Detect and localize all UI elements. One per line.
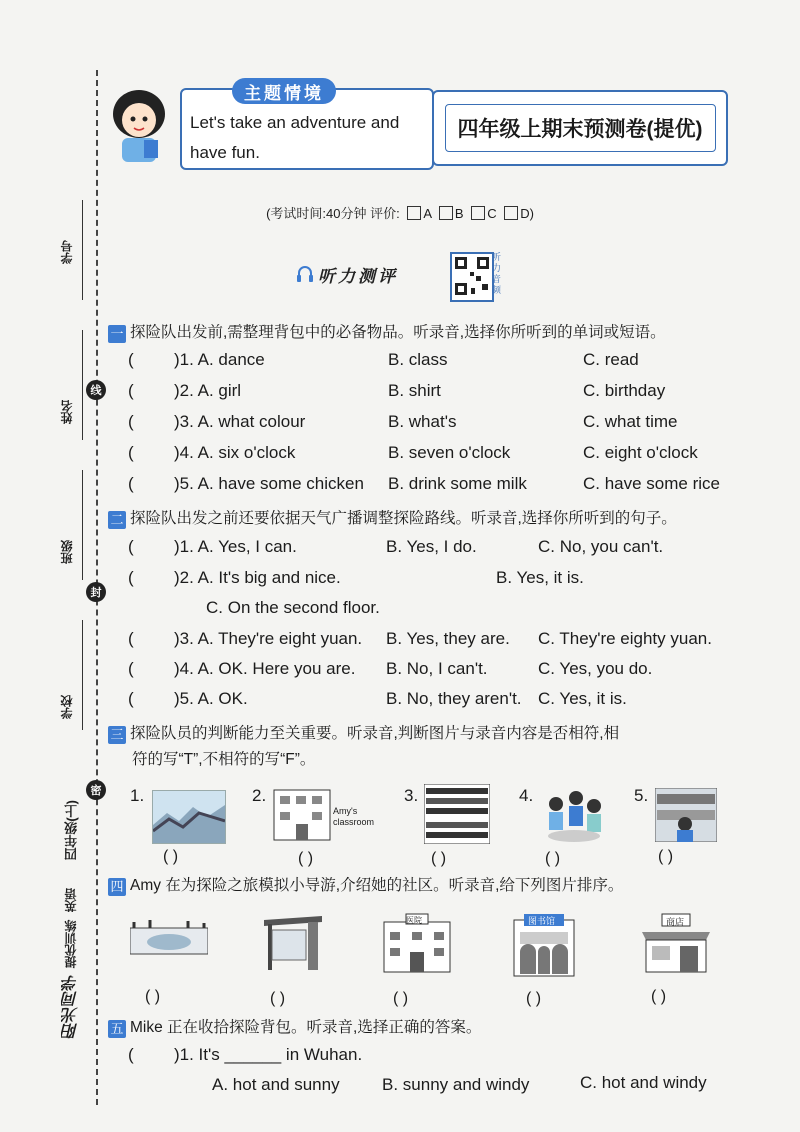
grade-a-label: A [423, 206, 432, 221]
choice-a: )3. A. what colour [174, 412, 306, 431]
choice-a: )3. A. They're eight yuan. [174, 629, 363, 648]
library-sign: 图书馆 [528, 916, 556, 926]
q5-1-stem: )1. It's ______ in Wuhan. [174, 1045, 363, 1064]
grade-c-checkbox[interactable] [471, 206, 485, 220]
school-building-picture [272, 784, 332, 842]
section-3-number: 三 [108, 726, 126, 744]
section-5-text: Mike 正在收拾探险背包。听录音,选择正确的答案。 [130, 1019, 482, 1036]
choice-a: )1. A. Yes, I can. [174, 537, 297, 556]
headphones-icon [296, 264, 314, 284]
q5-1-choice-a: A. hot and sunny [212, 1075, 340, 1094]
student-number-label: 学号 [60, 240, 74, 264]
pic-3-number: 3. [404, 786, 419, 805]
mark-seal: 封 [86, 582, 106, 602]
name-blank[interactable] [82, 330, 83, 440]
qr-label: 听力音频 [492, 252, 502, 295]
section-2-instruction [108, 506, 677, 532]
q1-2[interactable] [128, 381, 666, 401]
q5-1-choice-b: B. sunny and windy [382, 1075, 530, 1094]
q1-4[interactable] [128, 443, 698, 463]
section-2-items [128, 537, 748, 717]
order-blank-2[interactable]: ( ) [270, 990, 286, 1007]
order-blank-3[interactable]: ( ) [393, 990, 409, 1007]
hospital-sign: 医院 [406, 916, 422, 925]
q5-1[interactable] [128, 1045, 363, 1065]
choice-c: C. eight o'clock [583, 443, 698, 462]
school-label: 学校 [60, 695, 74, 719]
listening-title: 听力测评 [318, 267, 398, 286]
answer-blank[interactable]: ( [128, 381, 134, 400]
choice-c: C. birthday [583, 381, 666, 400]
choice-b: B. Yes, I do. [386, 537, 477, 556]
choice-b: B. seven o'clock [388, 443, 511, 462]
grade-b-label: B [454, 206, 464, 221]
exam-time: (考试时间:40分钟 评价: [266, 206, 400, 221]
theme-text: Let's take an adventure and have fun. [190, 113, 400, 162]
series: 提优训练 [64, 920, 78, 968]
pic-4-number: 4. [519, 786, 534, 805]
bus-stop-picture [258, 910, 328, 972]
choice-b: B. drink some milk [388, 474, 527, 493]
grade-a-checkbox[interactable] [407, 206, 421, 220]
pic-5-number: 5. [634, 786, 649, 805]
title-box [432, 90, 728, 166]
page-title: 四年级上期末预测卷(提优) [445, 104, 716, 152]
choice-c: C. Yes, it is. [538, 689, 627, 708]
q1-1[interactable] [128, 350, 639, 370]
choice-b: B. No, they aren't. [386, 689, 522, 708]
order-blank-4[interactable]: ( ) [526, 990, 542, 1007]
classroom-caption: Amy's classroom [333, 806, 375, 827]
exam-info [0, 203, 800, 222]
choice-a: )4. A. OK. Here you are. [174, 659, 356, 678]
q2-3[interactable] [128, 629, 712, 649]
q5-1-choice-c: C. hot and windy [580, 1073, 707, 1092]
choice-c: C. No, you can't. [538, 537, 664, 556]
answer-blank-3[interactable]: ( ) [431, 850, 447, 867]
section-5-instruction [108, 1015, 481, 1041]
choice-c: C. have some rice [583, 474, 720, 493]
order-blank-1[interactable]: ( ) [145, 988, 161, 1005]
grade-d-label: D) [520, 206, 534, 221]
section-1-number: 一 [108, 325, 126, 343]
answer-blank[interactable]: ( [128, 412, 134, 431]
choice-b: B. No, I can't. [386, 659, 488, 678]
q1-3[interactable] [128, 412, 678, 432]
name-label: 姓名 [60, 400, 74, 424]
shop-sign: 商店 [666, 917, 685, 927]
grade-b-checkbox[interactable] [439, 206, 453, 220]
q2-4[interactable] [128, 659, 653, 679]
choice-a: )2. A. It's big and nice. [174, 568, 341, 587]
subject: 英语 [64, 888, 78, 912]
answer-blank[interactable]: ( [128, 568, 134, 587]
section-4-text: Amy 在为探险之旅模拟小导游,介绍她的社区。听录音,给下列图片排序。 [130, 877, 624, 894]
pic-1-number: 1. [130, 786, 145, 805]
q2-5[interactable] [128, 689, 627, 709]
section-3-text-1: 探险队员的判断能力至关重要。听录音,判断图片与录音内容是否相符,相 [130, 725, 620, 742]
choice-b: B. what's [388, 412, 457, 431]
answer-blank-1[interactable]: ( ) [163, 848, 179, 865]
choice-c: C. They're eighty yuan. [538, 629, 712, 648]
section-3-instruction [108, 721, 733, 773]
girl-illustration [104, 86, 174, 166]
school-blank[interactable] [82, 620, 83, 730]
mark-line: 线 [86, 380, 106, 400]
section-3-text-2: 符的写“T”,不相符的写“F”。 [132, 751, 316, 768]
choice-c: C. Yes, you do. [538, 659, 653, 678]
answer-blank[interactable]: ( [128, 537, 134, 556]
pic-2-number: 2. [252, 786, 267, 805]
q2-1[interactable] [128, 537, 664, 557]
timetable-picture [424, 784, 490, 844]
grade-c-label: C [487, 206, 497, 221]
theme-tag: 主题情境 [232, 78, 336, 104]
section-2-text: 探险队出发之前还要依据天气广播调整探险路线。听录音,选择你所听到的句子。 [130, 510, 677, 527]
qr-code-icon[interactable] [450, 252, 494, 302]
choice-b: B. Yes, they are. [386, 629, 510, 648]
choice-a: )1. A. dance [174, 350, 265, 369]
grade-book: 四年级(上) [64, 800, 79, 861]
mark-secret: 密 [86, 780, 106, 800]
choice-a: )4. A. six o'clock [174, 443, 296, 462]
choice-a: )2. A. girl [174, 381, 242, 400]
answer-blank-5[interactable]: ( ) [658, 848, 674, 865]
section-5-number: 五 [108, 1020, 126, 1038]
answer-blank[interactable]: ( [128, 350, 134, 369]
library-picture [655, 788, 717, 842]
section-1-text: 探险队出发前,需整理背包中的必备物品。听录音,选择你所听到的单词或短语。 [130, 324, 666, 341]
choice-b: B. class [388, 350, 448, 369]
order-blank-5[interactable]: ( ) [651, 988, 667, 1005]
answer-blank[interactable]: ( [128, 689, 134, 708]
class-label: 班级 [60, 540, 74, 564]
park-picture [130, 918, 208, 962]
answer-blank[interactable]: ( [128, 443, 134, 462]
answer-blank[interactable]: ( [128, 629, 134, 648]
answer-blank-4[interactable]: ( ) [545, 850, 561, 867]
section-2-number: 二 [108, 511, 126, 529]
section-4-number: 四 [108, 878, 126, 896]
great-wall-picture [152, 790, 226, 844]
answer-blank[interactable]: ( [128, 474, 134, 493]
choice-b: B. Yes, it is. [496, 568, 584, 587]
q1-5[interactable] [128, 474, 720, 494]
section-1-instruction [108, 320, 666, 346]
choice-a: )5. A. OK. [174, 689, 248, 708]
choice-c: C. what time [583, 412, 678, 431]
answer-blank[interactable]: ( [128, 1045, 134, 1064]
choice-b: B. shirt [388, 381, 441, 400]
q2-2-choice-c: C. On the second floor. [206, 598, 380, 617]
children-picture [540, 784, 606, 844]
class-blank[interactable] [82, 470, 83, 580]
choice-a: )5. A. have some chicken [174, 474, 364, 493]
brand-logo: 阳光同学 [63, 975, 80, 1039]
q2-2[interactable] [128, 568, 584, 588]
choice-c: C. read [583, 350, 639, 369]
answer-blank[interactable]: ( [128, 659, 134, 678]
answer-blank-2[interactable]: ( ) [298, 850, 314, 867]
section-4-instruction [108, 873, 623, 899]
grade-d-checkbox[interactable] [504, 206, 518, 220]
